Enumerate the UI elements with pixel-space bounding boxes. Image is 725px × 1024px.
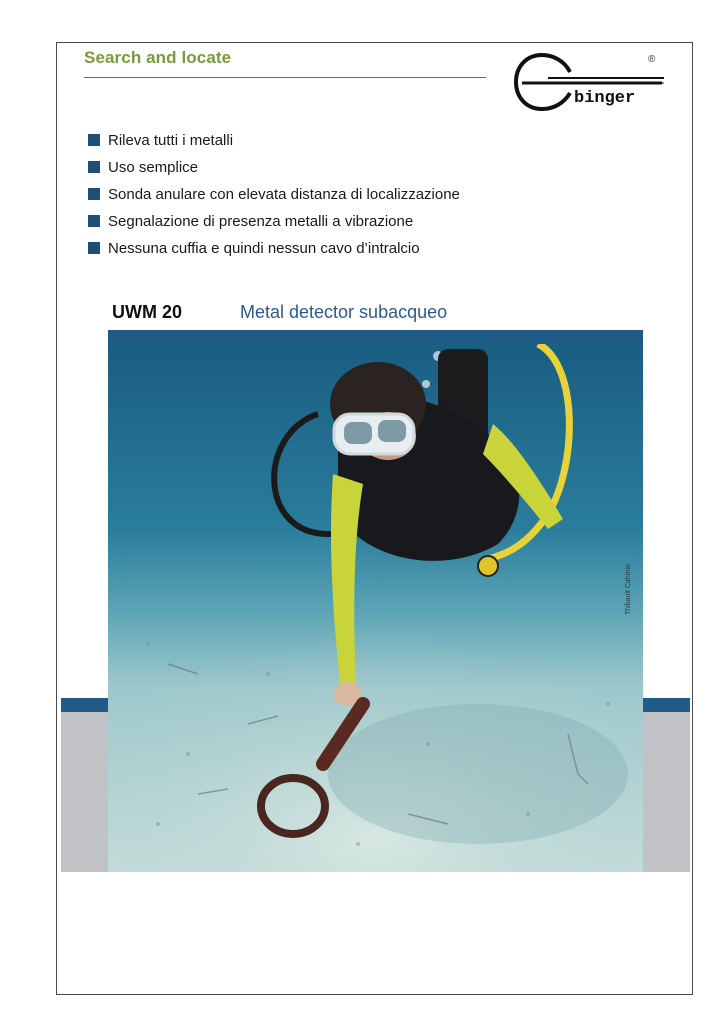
product-model: UWM 20 [112,302,183,322]
square-bullet-icon [88,215,100,227]
feature-text: Nessuna cuffia e quindi nessun cavo d’intralcio [108,240,420,257]
logo-wordmark: binger [574,89,636,108]
list-item [88,236,460,263]
list-item [88,155,460,182]
accent-band-left [61,698,108,712]
list-item [88,209,460,236]
product-name: Metal detector subacqueo [240,302,448,322]
page-title: Search and locate [84,48,232,67]
feature-text: Rileva tutti i metalli [108,132,234,149]
list-item [88,128,460,155]
feature-text: Segnalazione di presenza metalli a vibrazione [108,213,414,230]
registered-mark: ® [648,54,656,65]
square-bullet-icon [88,242,100,254]
square-bullet-icon [88,188,100,200]
accent-band-top [108,330,643,344]
feature-text: Sonda anulare con elevata distanza di localizzazione [108,186,460,203]
square-bullet-icon [88,161,100,173]
list-item [88,182,460,209]
feature-list [88,128,460,263]
photo-credit: Thibault Cahmie [625,564,632,615]
accent-band-right [643,698,690,712]
feature-text: Uso semplice [108,159,199,176]
grey-panel-left [61,712,108,872]
header-divider [84,77,486,78]
ebinger-logo [512,50,672,116]
diver-photo [108,344,643,872]
grey-panel-right [643,712,690,872]
square-bullet-icon [88,134,100,146]
